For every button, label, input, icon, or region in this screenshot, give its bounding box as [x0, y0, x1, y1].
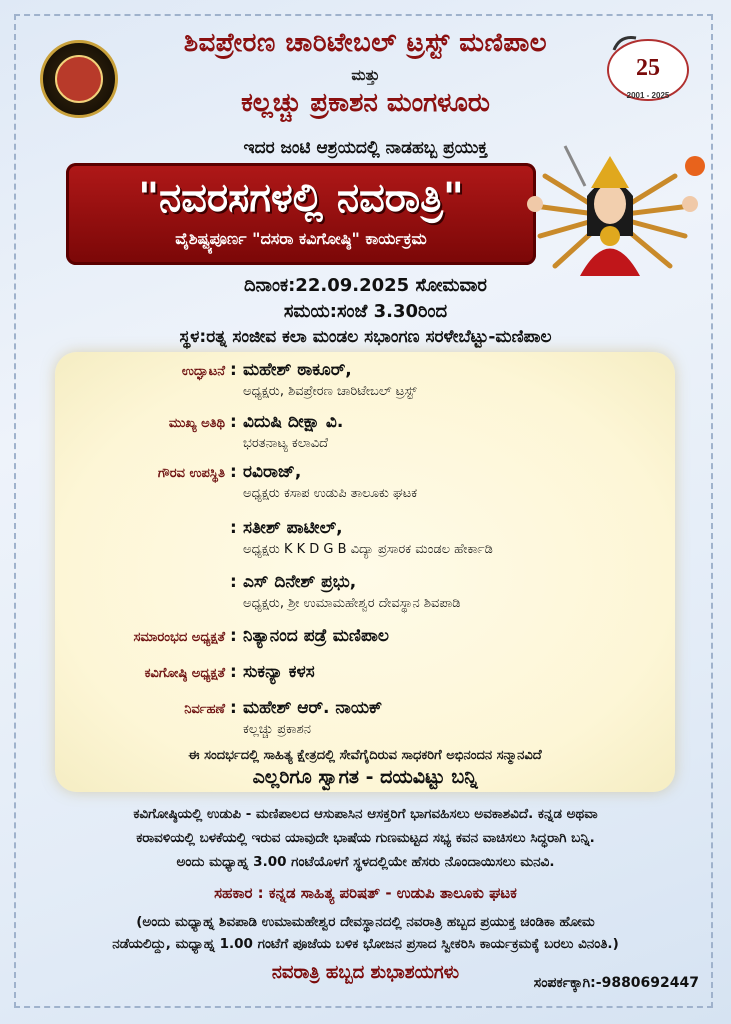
- colon-separator: :: [230, 662, 237, 682]
- program-role-label: ಕವಿಗೋಷ್ಠಿ ಅಧ್ಯಕ್ಷತೆ: [144, 666, 225, 681]
- program-person-desc: ಭರತನಾಟ್ಯ ಕಲಾವಿದೆ: [243, 436, 329, 451]
- program-person-name: ಸುಕನ್ಯಾ ಕಳಸ: [243, 662, 315, 682]
- program-person-desc: ಅಧ್ಯಕ್ಷರು K K D G B ವಿದ್ಯಾ ಪ್ರಸಾರಕ ಮಂಡಲ ಹೇರ್ಕಾಡಿ: [243, 542, 493, 557]
- participation-note: ಕರಾವಳಿಯಲ್ಲಿ ಬಳಕೆಯಲ್ಲಿ ಇರುವ ಯಾವುದೇ ಭಾಷೆಯ ಗುಣಮಟ್ಟದ ಸಭ್ಯ ಕವನ ವಾಚಿಸಲು ಸಿದ್ಧರಾಗಿ ಬನ್ನಿ.: [136, 830, 595, 846]
- event-title: "ನವರಸಗಳಲ್ಲಿ ನವರಾತ್ರಿ": [138, 175, 464, 221]
- contact-number: ಸಂಪರ್ಕಕ್ಕಾಗಿ:-9880692447: [533, 975, 699, 991]
- event-subtitle: ವೈಶಿಷ್ಟ್ಯಪೂರ್ಣ "ದಸರಾ ಕವಿಗೋಷ್ಠಿ" ಕಾರ್ಯಕ್ರಮ: [175, 229, 427, 248]
- program-role-label: ಸಮಾರಂಭದ ಅಧ್ಯಕ್ಷತೆ: [133, 630, 225, 645]
- anniversary-years: 2001 - 2025: [626, 91, 670, 100]
- colon-separator: :: [230, 462, 237, 482]
- conjunction-text: ಮತ್ತು: [351, 66, 380, 84]
- program-panel: [55, 352, 675, 792]
- program-person-name: ಮಹೇಶ್ ಆರ್. ನಾಯಕ್: [243, 698, 383, 718]
- participation-note: ಅಂದು ಮಧ್ಯಾಹ್ನ 3.00 ಗಂಟೆಯೊಳಗೆ ಸ್ಥಳದಲ್ಲಿಯೇ ಹೆಸರು ನೊಂದಾಯಿಸಲು ಮನವಿ.: [176, 854, 555, 870]
- program-person-name: ರವಿರಾಜ್,: [243, 462, 302, 482]
- program-person-desc: ಅಧ್ಯಕ್ಷರು ಕಸಾಪ ಉಡುಪಿ ತಾಲೂಕು ಘಟಕ: [243, 486, 418, 501]
- program-person-desc: ಅಧ್ಯಕ್ಷರು, ಶಿವಪ್ರೇರಣ ಚಾರಿಟೇಬಲ್ ಟ್ರಸ್ಟ್: [243, 384, 417, 399]
- program-role-label: ಉದ್ಘಾಟನೆ: [181, 364, 225, 379]
- felicitation-note: ಈ ಸಂದರ್ಭದಲ್ಲಿ ಸಾಹಿತ್ಯ ಕ್ಷೇತ್ರದಲ್ಲಿ ಸೇವೆಗೈದಿರುವ ಸಾಧಕರಿಗೆ ಅಭಿನಂದನ ಸನ್ಮಾನವಿದೆ: [188, 748, 542, 763]
- colon-separator: :: [230, 518, 237, 538]
- event-banner: [66, 163, 536, 265]
- participation-note: ಕವಿಗೋಷ್ಠಿಯಲ್ಲಿ ಉಡುಪಿ - ಮಣಿಪಾಲದ ಆಸುಪಾಸಿನ ಆಸಕ್ತರಿಗೆ ಭಾಗವಹಿಸಲು ಅವಕಾಶವಿದೆ. ಕನ್ನಡ ಅಥವಾ: [133, 806, 598, 822]
- festival-wishes: ನವರಾತ್ರಿ ಹಬ್ಬದ ಶುಭಾಶಯಗಳು: [271, 962, 460, 983]
- anniversary-number: 25: [636, 55, 660, 81]
- organizer-secondary: ಕಲ್ಲಚ್ಚು ಪ್ರಕಾಶನ ಮಂಗಳೂರು: [241, 88, 490, 118]
- colon-separator: :: [230, 698, 237, 718]
- colon-separator: :: [230, 412, 237, 432]
- lunch-note: ನಡೆಯಲಿದ್ದು, ಮಧ್ಯಾಹ್ನ 1.00 ಗಂಟೆಗೆ ಪೂಜೆಯ ಬಳಿಕ ಭೋಜನ ಪ್ರಸಾದ ಸ್ವೀಕರಿಸಿ ಕಾರ್ಯಕ್ರಮಕ್ಕೆ ಬರಲು ವಿನಂತಿ.): [112, 936, 619, 952]
- goddess-durga-icon: [505, 126, 715, 286]
- program-role-label: ನಿರ್ವಹಣೆ: [184, 702, 225, 717]
- program-person-name: ಎಸ್ ದಿನೇಶ್ ಪ್ರಭು,: [243, 572, 357, 592]
- program-person-desc: ಅಧ್ಯಕ್ಷರು, ಶ್ರೀ ಉಮಾಮಹೇಶ್ವರ ದೇವಸ್ಥಾನ ಶಿವಪಾಡಿ: [243, 596, 461, 611]
- program-role-label: ಗೌರವ ಉಪಸ್ಥಿತಿ: [157, 466, 225, 481]
- event-time: ಸಮಯ:ಸಂಜೆ 3.30ರಿಂದ: [283, 301, 448, 322]
- colon-separator: :: [230, 360, 237, 380]
- event-date: ದಿನಾಂಕ:22.09.2025 ಸೋಮವಾರ: [244, 275, 487, 296]
- event-venue: ಸ್ಥಳ:ರತ್ನ ಸಂಜೀವ ಕಲಾ ಮಂಡಲ ಸಭಾಂಗಣ ಸರಳೇಬೆಟ್ಟು-ಮಣಿಪಾಲ: [179, 327, 552, 347]
- joint-auspices-line: ಇದರ ಜಂಟಿ ಆಶ್ರಯದಲ್ಲಿ ನಾಡಹಬ್ಬ ಪ್ರಯುಕ್ತ: [243, 138, 488, 158]
- colon-separator: :: [230, 626, 237, 646]
- lunch-note: (ಅಂದು ಮಧ್ಯಾಹ್ನ ಶಿವಪಾಡಿ ಉಮಾಮಹೇಶ್ವರ ದೇವಸ್ಥಾನದಲ್ಲಿ ನವರಾತ್ರಿ ಹಬ್ಬದ ಪ್ರಯುಕ್ತ ಚಂಡಿಕಾ ಹೋಮ: [136, 914, 595, 930]
- organizer-primary: ಶಿವಪ್ರೇರಣ ಚಾರಿಟೇಬಲ್ ಟ್ರಸ್ಟ್ ಮಣಿಪಾಲ: [183, 28, 548, 58]
- program-person-name: ಮಹೇಶ್ ಠಾಕೂರ್,: [243, 360, 352, 380]
- program-person-name: ವಿದುಷಿ ದೀಕ್ಷಾ ವಿ.: [243, 412, 344, 432]
- program-person-name: ಸತೀಶ್ ಪಾಟೀಲ್,: [243, 518, 343, 538]
- program-person-name: ನಿತ್ಯಾನಂದ ಪಡ್ರೆ ಮಣಿಪಾಲ: [243, 626, 389, 646]
- welcome-message: ಎಲ್ಲರಿಗೂ ಸ್ವಾಗತ - ದಯವಿಟ್ಟು ಬನ್ನಿ: [252, 766, 478, 788]
- program-role-label: ಮುಖ್ಯ ಅತಿಥಿ: [168, 416, 225, 431]
- program-person-desc: ಕಲ್ಲಚ್ಚು ಪ್ರಕಾಶನ: [243, 722, 311, 737]
- colon-separator: :: [230, 572, 237, 592]
- support-line: ಸಹಕಾರ : ಕನ್ನಡ ಸಾಹಿತ್ಯ ಪರಿಷತ್ - ಉಡುಪಿ ತಾಲೂಕು ಘಟಕ: [214, 884, 517, 902]
